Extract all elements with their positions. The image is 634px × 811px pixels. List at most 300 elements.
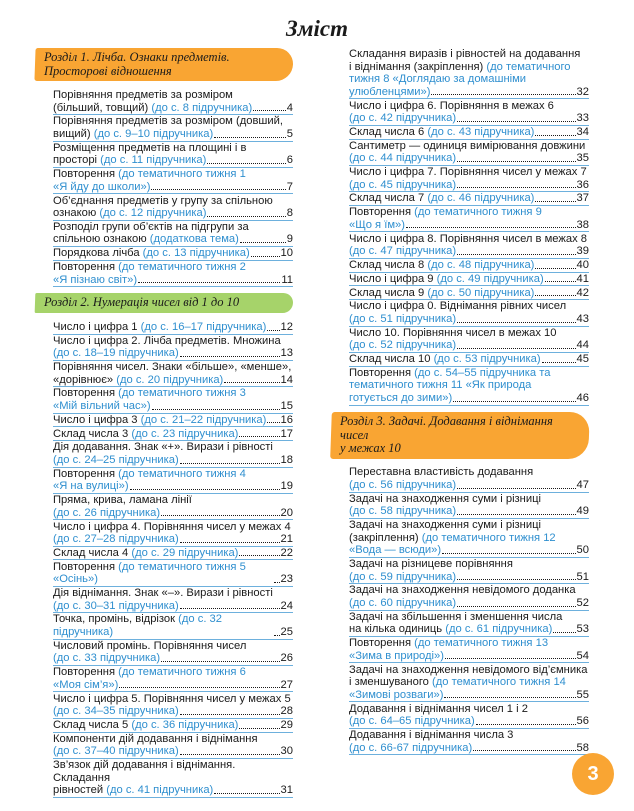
dot-leader [239,728,279,729]
toc-page-number: 5 [286,127,293,140]
textbook-reference: «Що я їм») [349,218,405,231]
toc-entry[interactable] [331,353,589,366]
dot-leader [267,330,279,331]
textbook-reference: (до с. 32 підручника) [53,613,222,638]
toc-entry-text: Повторення (до тематичного тижня 2 [53,261,246,274]
toc-page-number: 55 [576,688,589,701]
toc-page-number: 51 [576,570,589,583]
toc-entry[interactable] [35,640,293,665]
toc-entry-text [349,597,456,610]
toc-entry-text: Склад числа 8 (до с. 48 підручника) [349,259,535,271]
toc-entry[interactable] [331,729,589,754]
dot-leader [207,216,285,217]
textbook-reference: (додаткова тема) [149,233,239,246]
dot-leader [535,268,575,269]
textbook-reference: готується до зими») [349,392,453,405]
toc-page-number: 38 [576,218,589,231]
textbook-reference: (до с. 21–22 підручника) [140,413,267,426]
textbook-reference: (до тематичного тижня 5 «Осінь») [53,560,246,586]
textbook-reference: (до с. 23 підручника) [131,427,239,440]
toc-entry-text [53,600,179,613]
toc-page-number: 52 [576,597,589,610]
textbook-reference: (до с. 43 підручника) [427,125,535,138]
toc-entry-text [349,339,456,352]
textbook-reference: (до с. 9–10 підручника) [93,127,214,140]
toc-page-number: 33 [576,112,589,125]
toc-entry[interactable] [331,48,589,98]
toc-entry[interactable] [35,587,293,612]
toc-entry-text: Число і цифра 8. Порівняння чисел в межах 8 [349,232,588,245]
toc-left-column [35,48,293,798]
toc-page-number: 24 [280,599,293,612]
textbook-reference: (до с. 12 підручника) [99,207,207,220]
toc-entry-text [349,544,441,557]
toc-entry-text [349,313,456,326]
dot-leader [431,94,575,95]
textbook-reference: (до с. 42 підручника) [349,112,457,125]
textbook-reference: (до тематичного тижня 6 [118,666,246,679]
toc-page-number: 16 [280,413,293,426]
textbook-reference: (до с. 20 підручника) [116,373,224,386]
toc-entry-text [349,479,456,492]
toc-entry-text: просторі (до с. 11 підручника) [53,154,207,167]
toc-entry-text [53,745,179,758]
entry-underline [53,286,293,287]
toc-page-number: 6 [286,154,293,167]
textbook-reference: (до с. 33 підручника) [53,652,161,665]
textbook-reference: (до с. 47 підручника) [349,245,457,258]
entry-underline [53,797,293,798]
textbook-reference: (до тематичного тижня 12 [421,531,556,544]
textbook-reference: (до с. 27–28 підручника) [53,533,179,546]
toc-entry-text: Зв’язок дій додавання і віднімання. Складання [53,759,236,784]
toc-entry-text: (більший, товщий) (до с. 8 підручника) [53,101,253,114]
toc-entry[interactable] [331,259,589,272]
toc-entry[interactable] [331,703,589,728]
page-number-badge: 3 [572,753,614,795]
toc-page-number: 19 [280,480,293,493]
toc-entry-text: Число і цифра 3 (до с. 21–22 підручника) [53,413,267,426]
toc-entry-text [53,533,179,546]
toc-entry-text: Задачі на збільшення і зменшення числа [349,610,563,623]
toc-entry-text: Склад числа 4 (до с. 29 підручника) [53,546,239,559]
toc-page-number: 45 [576,353,589,366]
dot-leader [457,606,575,607]
dot-leader [151,189,285,190]
toc-entry[interactable] [331,287,589,300]
toc-entry-text [349,392,452,405]
textbook-reference: (до тематичного тижня 9 [414,206,542,219]
textbook-reference: (до тематичного [486,60,571,73]
toc-entry-text: Дія додавання. Знак «+». Вирази і рівності [53,441,273,454]
toc-entry-text: Числовий промінь. Порівняння чисел [53,639,247,652]
toc-page-number: 53 [576,623,589,636]
textbook-reference: (до с. 51 підручника) [349,312,457,325]
toc-entry-text: Число і цифра 5. Порівняння чисел у межах 5 [53,692,291,705]
dot-leader [239,555,279,556]
dot-leader [457,514,575,515]
dot-leader [476,724,576,725]
textbook-reference: (до с. 41 підручника) [106,784,214,797]
toc-entry-text [349,73,526,86]
dot-leader [224,382,279,383]
toc-entry[interactable] [35,521,293,546]
toc-page-number: 56 [576,715,589,728]
toc-entry-text: Додавання і віднімання чисел 1 і 2 [349,702,528,715]
toc-entry[interactable] [35,693,293,718]
toc-entry[interactable] [35,428,293,441]
toc-page-number: 13 [280,347,293,360]
toc-entry[interactable] [35,468,293,493]
toc-entry[interactable] [331,233,589,258]
toc-page-number: 8 [286,207,293,220]
toc-entry[interactable] [331,519,589,557]
toc-entry-text: Повторення (до тематичного тижня 3 [53,387,246,400]
dot-leader [457,254,575,255]
textbook-reference: тематичного тижня 11 «Як природа [349,379,532,392]
textbook-reference: (до с. 16–17 підручника) [140,320,267,333]
textbook-reference: «Я пізнаю світ») [53,273,138,286]
toc-entry[interactable] [35,441,293,466]
toc-page-number: 46 [576,392,589,405]
toc-entry[interactable] [331,466,589,491]
toc-entry[interactable] [35,142,293,167]
toc-entry-text [349,245,456,258]
dot-leader [535,135,575,136]
toc-entry[interactable] [331,584,589,609]
toc-page-number: 27 [280,678,293,691]
toc-page-number: 58 [576,741,589,754]
toc-entry[interactable] [35,719,293,732]
toc-entry-text: Задачі на знаходження невідомого доданка [349,584,576,597]
section-header: Розділ 2. Нумерація чисел від 1 до 10 [35,293,294,313]
dot-leader [473,750,575,751]
textbook-reference: (до тематичного тижня 1 [118,168,246,181]
toc-entry[interactable] [35,759,293,797]
toc-entry[interactable] [331,273,589,286]
toc-page-number: 20 [280,506,293,519]
dot-leader [457,322,575,323]
textbook-reference: «Мій вільний час») [53,400,151,413]
toc-entry[interactable] [331,493,589,518]
section-header: Розділ 1. Лічба. Ознаки предметів. Просторові відношення [34,48,293,81]
dot-leader [553,632,575,633]
toc-entry[interactable] [331,300,589,325]
toc-entry[interactable] [331,192,589,205]
dot-leader [453,401,575,402]
toc-entry[interactable] [35,261,293,286]
dot-leader [180,356,280,357]
dot-leader [457,121,575,122]
toc-entry-text: Порівняння предметів за розміром [53,89,233,101]
toc-page-number: 34 [576,125,589,138]
toc-page-number: 29 [280,718,293,731]
textbook-reference: (до с. 45 підручника) [349,178,457,191]
toc-entry[interactable] [35,321,293,334]
textbook-reference: (до с. 37–40 підручника) [53,745,179,758]
textbook-reference: (до с. 24–25 підручника) [53,453,179,466]
toc-entry-text [349,571,456,584]
toc-entry[interactable] [331,126,589,139]
toc-entry-text: ознакою (до с. 12 підручника) [53,207,207,220]
toc-entry-text: Розподіл групи об’єктів на підгрупи за [53,220,249,233]
toc-page-number: 14 [280,373,293,386]
toc-entry[interactable] [331,611,589,636]
dot-leader [180,608,280,609]
textbook-reference: (до с. 54–55 підручника та [414,366,551,379]
dot-leader [457,348,575,349]
toc-page-number: 30 [280,745,293,758]
toc-entry-text: Складання виразів і рівностей на додавання [349,48,581,60]
dot-leader [444,697,575,698]
textbook-reference: (до с. 49 підручника) [436,272,544,285]
toc-page-number: 41 [576,272,589,285]
toc-entry-text [349,219,405,232]
toc-page-number: 12 [280,320,293,333]
toc-entry[interactable] [35,89,293,114]
toc-entry-text [53,507,160,520]
toc-entry-text: Повторення (до тематичного тижня 6 [53,666,246,679]
toc-entry-text: Порядкова лічба (до с. 13 підручника) [53,247,250,260]
dot-leader [119,687,279,688]
textbook-reference: (до тематичного тижня 4 [118,467,246,480]
toc-entry[interactable] [331,140,589,165]
toc-entry[interactable] [331,206,589,231]
textbook-reference: «Вода — всюди») [349,544,442,557]
dot-leader [457,579,575,580]
textbook-reference: (до с. 61 підручника) [445,623,553,636]
dot-leader [214,793,279,794]
toc-entry[interactable] [331,367,589,405]
textbook-reference: (до с. 64–65 підручника) [349,715,475,728]
toc-entry-text: Компоненти дій додавання і віднімання [53,732,258,745]
page-title: Зміст [286,16,348,41]
toc-entry-text: спільною ознакою (додаткова тема) [53,233,239,246]
toc-page-number: 7 [286,180,293,193]
textbook-reference: (до тематичного тижня 13 [414,637,549,650]
toc-entry[interactable] [35,335,293,360]
dot-leader [207,163,285,164]
toc-page-number: 31 [280,784,293,797]
textbook-reference: (до с. 30–31 підручника) [53,599,179,612]
toc-entry-text: на кілька одиниць (до с. 61 підручника) [349,623,553,636]
toc-entry-text [53,347,179,360]
toc-entry[interactable] [331,664,589,702]
toc-entry-text [349,715,475,728]
textbook-reference: (до с. 44 підручника) [349,152,457,165]
dot-leader [535,295,575,296]
toc-entry-text: Порівняння предметів за розміром (довший, [53,115,283,128]
toc-page-number: 54 [576,649,589,662]
toc-entry-text: Число і цифра 4. Порівняння чисел у межах 4 [53,520,291,533]
toc-entry-text: і зменшуваного (до тематичного тижня 14 [349,676,566,689]
dot-leader [240,242,286,243]
toc-entry-text: Дія віднімання. Знак «–». Вирази і рівності [53,587,273,600]
toc-entry[interactable] [35,168,293,193]
dot-leader [267,422,279,423]
toc-entry[interactable] [35,387,293,412]
textbook-reference: (до с. 53 підручника) [433,353,541,366]
toc-entry-text: Додавання і віднімання числа 3 [349,728,514,741]
textbook-reference: (до тематичного тижня 14 [432,676,566,689]
textbook-reference: (до тематичного тижня 2 [118,261,246,274]
toc-entry[interactable] [35,414,293,427]
toc-entry-text: Задачі на знаходження суми і різниці [349,492,542,505]
toc-entry-text: вищий) (до с. 9–10 підручника) [53,127,214,140]
toc-right-column [331,48,589,755]
toc-page-number: 18 [280,453,293,466]
toc-entry-text: Склад числа 10 (до с. 53 підручника) [349,353,541,366]
toc-entry[interactable] [35,547,293,560]
dot-leader [161,661,279,662]
toc-entry[interactable] [331,558,589,583]
textbook-reference: улюбленцями») [349,85,431,98]
textbook-reference: (до с. 58 підручника) [349,505,457,518]
toc-entry-text: Повторення (до тематичного тижня 9 [349,206,542,219]
textbook-reference: (до с. 34–35 підручника) [53,705,179,718]
textbook-reference: (до с. 46 підручника) [427,192,535,205]
toc-entry-text [349,742,472,755]
dot-leader [542,362,576,363]
toc-page-number: 23 [280,573,293,586]
toc-entry-text [349,179,456,192]
toc-page-number: 11 [281,273,293,286]
toc-entry[interactable] [331,327,589,352]
toc-entry-text: Повторення (до тематичного тижня 5 «Осінь») [53,560,246,586]
toc-entry-text: Число і цифра 6. Порівняння в межах 6 [349,99,554,112]
toc-entry[interactable] [331,637,589,662]
toc-page-number: 39 [576,245,589,258]
toc-entry-text: Число і цифра 0. Віднімання рівних чисел [349,300,567,313]
toc-entry[interactable] [35,666,293,691]
textbook-reference: «Я на вулиці») [53,480,129,493]
toc-entry[interactable] [35,115,293,140]
toc-entry-text [349,379,531,392]
toc-page-number: 25 [280,626,293,638]
dot-leader [457,488,575,489]
dot-leader [214,137,286,138]
toc-entry-text: Задачі на знаходження невідомого від’ємника [349,663,588,676]
toc-page-number: 35 [576,152,589,165]
textbook-reference: (до с. 52 підручника) [349,339,457,352]
section-header: Розділ 3. Задачі. Додавання і віднімання чисел у межах 10 [330,412,590,459]
toc-entry-text: Повторення (до тематичного тижня 4 [53,467,246,480]
toc-entry-text: рівностей (до с. 41 підручника) [53,784,214,797]
textbook-reference: (до с. 56 підручника) [349,478,457,491]
textbook-reference: (до с. 8 підручника) [151,101,253,114]
toc-entry[interactable] [35,613,293,638]
textbook-reference: (до с. 48 підручника) [427,259,535,271]
toc-page-number: 28 [280,705,293,718]
toc-entry-text [53,679,118,692]
dot-leader [180,463,280,464]
toc-entry-text [53,652,160,665]
toc-entry[interactable] [331,166,589,191]
toc-entry-text [53,454,179,467]
toc-entry-text: (закріплення) (до тематичного тижня 12 [349,531,556,544]
toc-entry-text [53,400,151,413]
toc-page-number: 42 [576,286,589,299]
toc-page-number: 22 [280,546,293,559]
toc-entry-text: Число і цифра 7. Порівняння чисел у межах 7 [349,166,587,179]
toc-entry-text: Повторення (до тематичного тижня 1 [53,168,246,181]
dot-leader [180,714,280,715]
dot-leader [130,489,280,490]
toc-entry-text [349,152,456,165]
toc-entry-text: і віднімання (закріплення) (до тематичного [349,60,571,73]
toc-page-number: 4 [286,101,293,114]
textbook-reference: (до с. 13 підручника) [142,247,250,260]
textbook-reference: (до с. 29 підручника) [131,546,239,559]
toc-entry-text: Пряма, крива, ламана лінії [53,494,192,507]
toc-page-number: 40 [576,259,589,271]
textbook-reference: (до с. 36 підручника) [131,718,239,731]
toc-entry-text: Порівняння чисел. Знаки «більше», «менше», [53,361,292,374]
toc-entry-text: Повторення (до тематичного тижня 13 [349,637,549,650]
toc-entry-text: Склад числа 7 (до с. 46 підручника) [349,192,535,205]
dot-leader [138,282,280,283]
toc-entry-text: Число і цифра 9 (до с. 49 підручника) [349,272,544,285]
toc-entry-text: Об’єднання предметів у групу за спільною [53,194,273,207]
toc-entry[interactable] [35,361,293,386]
toc-entry-text: «дорівнює» (до с. 20 підручника) [53,373,224,386]
toc-entry-text [53,181,150,194]
textbook-reference: (до с. 18–19 підручника) [53,347,179,360]
dot-leader [457,161,575,162]
dot-leader [545,281,576,282]
toc-entry-text [349,112,456,125]
entry-underline [349,405,589,406]
toc-entry[interactable] [35,195,293,220]
dot-leader [457,187,575,188]
entry-underline [349,754,589,755]
toc-page-number: 44 [576,339,589,352]
toc-entry-text: Сантиметр — одиниця вимірювання довжини [349,139,586,152]
textbook-reference: (до с. 60 підручника) [349,597,457,610]
toc-entry[interactable] [35,733,293,758]
dot-leader [406,227,576,228]
toc-entry-text [53,480,129,493]
toc-entry[interactable] [331,100,589,125]
textbook-reference: (до с. 26 підручника) [53,506,161,519]
toc-page-number: 21 [280,533,293,546]
textbook-reference: «Зимові розваги») [349,688,444,701]
textbook-reference: тижня 8 «Доглядаю за домашніми [349,73,527,86]
toc-entry[interactable] [35,494,293,519]
toc-entry-text: Число і цифра 1 (до с. 16–17 підручника) [53,320,267,333]
dot-leader [239,436,279,437]
textbook-reference: «Я йду до школи») [53,180,151,193]
dot-leader [274,635,280,636]
toc-page-number: 43 [576,312,589,325]
toc-page-number: 47 [576,478,589,491]
toc-entry[interactable] [35,221,293,246]
toc-entry-text: Склад числа 5 (до с. 36 підручника) [53,718,239,731]
toc-entry[interactable] [35,247,293,260]
dot-leader [180,542,280,543]
toc-entry[interactable] [35,561,293,586]
textbook-reference: (до с. 59 підручника) [349,570,457,583]
toc-entry-text: Переставна властивість додавання [349,466,534,479]
toc-entry-text [349,689,443,702]
toc-entry-text: Склад числа 3 (до с. 23 підручника) [53,427,239,440]
toc-page-number: 15 [280,400,293,413]
dot-leader [442,553,575,554]
toc-page-number: 9 [286,233,293,246]
toc-entry-text [349,86,430,99]
dot-leader [274,582,280,583]
toc-entry-text: Задачі на знаходження суми і різниці [349,519,542,532]
